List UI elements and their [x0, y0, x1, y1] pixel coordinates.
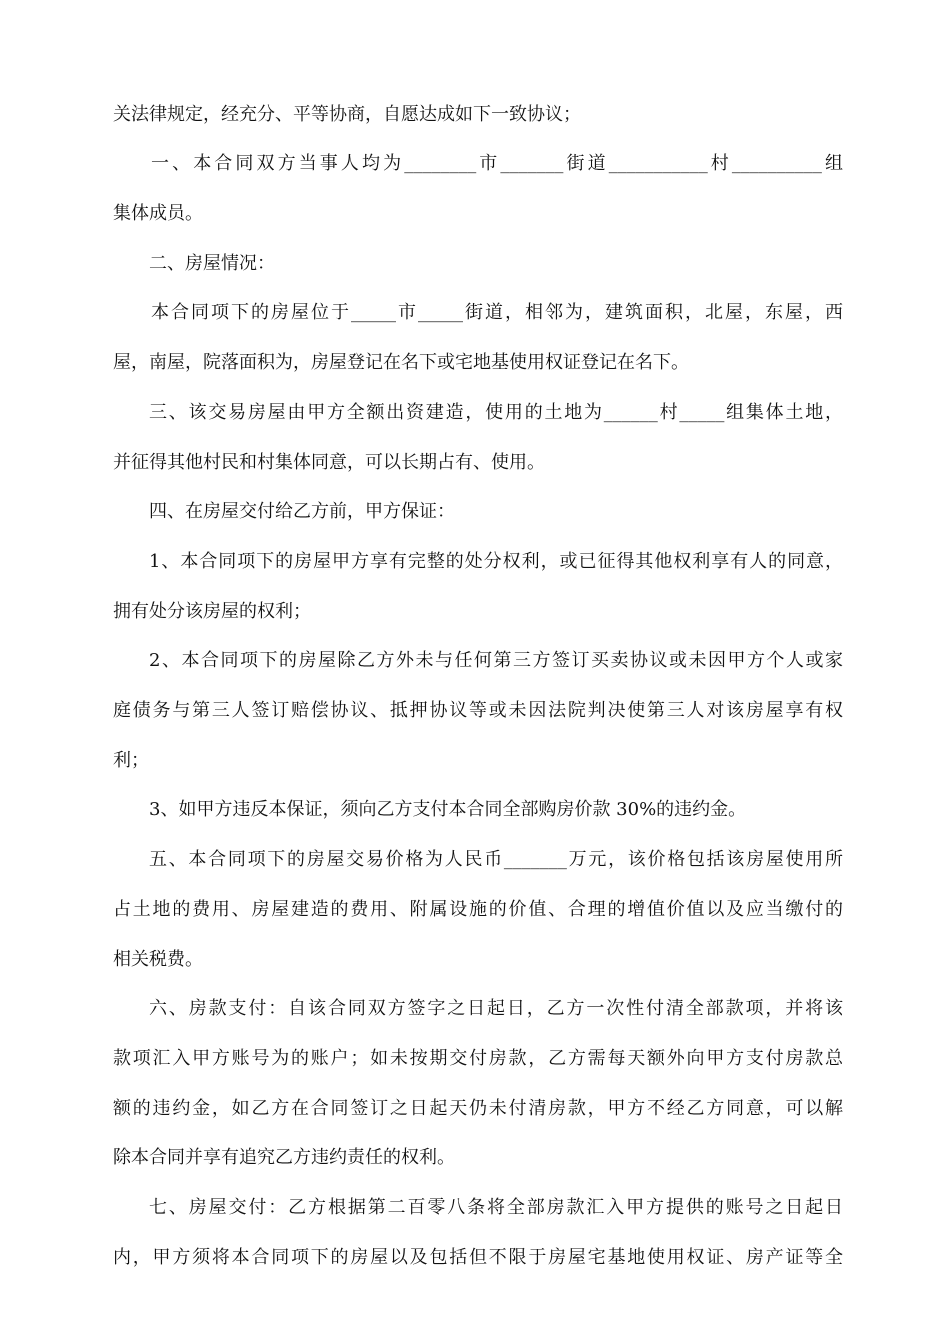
clause-6-line-1: 六、房款支付：自该合同双方签字之日起日，乙方一次性付清全部款项，并将该	[149, 998, 843, 1019]
clause-4-item-2-line-3: 利；	[113, 750, 149, 771]
clause-4-item-3: 3、如甲方违反本保证，须向乙方支付本合同全部购房价款 30%的违约金。	[149, 799, 747, 820]
clause-4-item-1-line-1: 1、本合同项下的房屋甲方享有完整的处分权利，或已征得其他权利享有人的同意，	[149, 551, 843, 572]
clause-5-line-1: 五、本合同项下的房屋交易价格为人民币_______万元，该价格包括该房屋使用所	[149, 849, 843, 870]
clause-2-heading: 二、房屋情况：	[149, 253, 275, 274]
clause-5-line-2: 占土地的费用、房屋建造的费用、附属设施的价值、合理的增值价值以及应当缴付的	[113, 899, 843, 920]
clause-6-line-4: 除本合同并享有追究乙方违约责任的权利。	[113, 1147, 455, 1168]
clause-4-item-1-line-2: 拥有处分该房屋的权利；	[113, 601, 311, 622]
clause-4-item-2-line-1: 2、本合同项下的房屋除乙方外未与任何第三方签订买卖协议或未因甲方个人或家	[149, 650, 843, 671]
clause-2-line-1: 本合同项下的房屋位于_____市_____街道，相邻为，建筑面积，北屋，东屋，西	[151, 302, 843, 323]
clause-6-line-3: 额的违约金，如乙方在合同签订之日起天仍未付清房款，甲方不经乙方同意，可以解	[113, 1098, 843, 1119]
clause-3-line-1: 三、该交易房屋由甲方全额出资建造，使用的土地为______村_____组集体土地，	[149, 402, 843, 423]
clause-5-line-3: 相关税费。	[113, 949, 203, 970]
text-line-1: 关法律规定，经充分、平等协商，自愿达成如下一致协议；	[113, 104, 581, 125]
clause-6-line-2: 款项汇入甲方账号为的账户；如未按期交付房款，乙方需每天额外向甲方支付房款总	[113, 1048, 843, 1069]
clause-3-line-2: 并征得其他村民和村集体同意，可以长期占有、使用。	[113, 452, 545, 473]
clause-4-item-2-line-2: 庭债务与第三人签订赔偿协议、抵押协议等或未因法院判决使第三人对该房屋享有权	[113, 700, 843, 721]
clause-7-line-1: 七、房屋交付：乙方根据第二百零八条将全部房款汇入甲方提供的账号之日起日	[149, 1197, 843, 1218]
clause-7-line-2: 内，甲方须将本合同项下的房屋以及包括但不限于房屋宅基地使用权证、房产证等全	[113, 1247, 843, 1268]
clause-4-heading: 四、在房屋交付给乙方前，甲方保证：	[149, 501, 455, 522]
clause-1-line-1: 一、本合同双方当事人均为________市_______街道___________村__________组	[151, 153, 843, 174]
clause-2-line-2: 屋，南屋，院落面积为，房屋登记在名下或宅地基使用权证登记在名下。	[113, 352, 689, 373]
clause-1-line-2: 集体成员。	[113, 203, 203, 224]
